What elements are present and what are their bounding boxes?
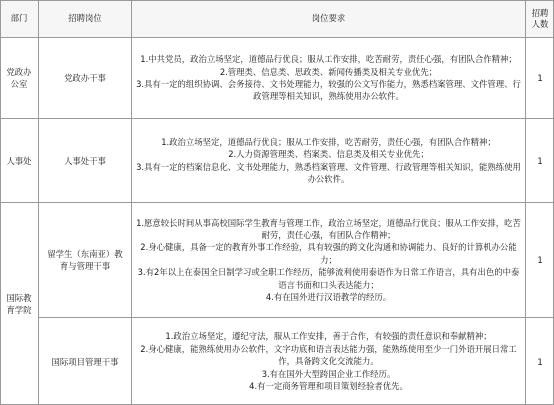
row1-count: 1: [537, 73, 543, 83]
grid-line-col2: [131, 0, 132, 405]
requirement-item: 1.愿意较长时间从事高校国际学生教育与管理工作，政治立场坚定，道德品行优良；服从工作安排，吃苦耐劳，责任心强，有团队合作精神；: [136, 217, 521, 240]
header-department: 部门: [10, 13, 28, 23]
row3-position: 留学生（东南亚）教 育与管理干事: [47, 249, 123, 271]
requirement-item: 3.有在国外大型跨国企业工作经历。: [261, 368, 396, 379]
grid-line-row1: [0, 118, 554, 119]
requirement-item: 3.具有一定的组织协调、会务接待、文书处理能力，较强的公文写作能力，熟悉档案管理、文件管理、行政管理等相关知识，熟练使用办公软件。: [136, 79, 521, 102]
row3-department: 国际教 育学院: [6, 293, 32, 315]
grid-line-col3: [525, 0, 526, 405]
requirement-item: 4.有在国外进行汉语教学的经历。: [265, 292, 392, 303]
requirement-item: 2.身心健康，能熟练使用办公软件，文字功底和语言表达能力强，能熟练使用至少一门外语开展日常工作，具备跨文化交流能力。: [140, 343, 517, 367]
header-count: 招聘 人数: [531, 7, 549, 29]
grid-line-row2: [0, 202, 554, 203]
row1-position: 党政办干事: [64, 73, 106, 83]
requirement-item: 3.具有一定的档案信息化、文书处理能力，熟悉档案管理、文件管理、行政管理等相关知识，能熟练使用办公软件。: [136, 161, 521, 184]
row1-department: 党政办 公室: [6, 67, 32, 89]
row4-requirements: [132, 318, 525, 405]
requirement-item: 1.中共党员，政治立场坚定，道德品行优良；服从工作安排，吃苦耐劳，责任心强，有团队合作精神；: [140, 54, 517, 65]
grid-line-top: [0, 0, 554, 1]
row1-requirements: [132, 38, 525, 118]
row3-requirements: [132, 203, 525, 317]
requirement-item: 2.管理类、信息类、思政类、新闻传播类及相关专业优先；: [219, 66, 438, 77]
requirement-item: 1.政治立场坚定，道德品行优良；服从工作安排，吃苦耐劳，责任心强，有团队合作精神；: [161, 136, 496, 147]
row2-position: 人事处干事: [64, 155, 106, 166]
row4-position: 国际项目管理干事: [51, 356, 119, 367]
requirement-item: 2.人力资源管理类、档案类、信息类及相关专业优先；: [228, 149, 429, 160]
row4-count: 1: [537, 356, 543, 367]
header-position: 招聘岗位: [68, 13, 102, 23]
requirement-item: 2.身心健康，具备一定的教育外事工作经验，具有较强的跨文化沟通和协调能力、良好的计算机办公能力；: [140, 242, 517, 265]
header-requirements: 岗位要求: [311, 13, 346, 23]
requirement-item: 4.有一定商务管理和项目策划经验者优先。: [249, 381, 408, 392]
row2-count: 1: [537, 155, 543, 166]
grid-line-left: [0, 0, 1, 405]
row2-department: 人事处: [6, 155, 32, 166]
requirement-item: 1.政治立场坚定，遵纪守法，服从工作安排，善于合作，有较强的责任意识和奉献精神；: [165, 331, 492, 342]
requirement-item: 3.有2年以上在泰国全日制学习或全职工作经历，能够流利使用泰语作为日常工作语言，具有出色的中泰语言书面和口头表达能力；: [137, 267, 520, 290]
row3-count: 1: [537, 255, 543, 265]
grid-line-header: [0, 37, 554, 38]
row2-requirements: [132, 119, 525, 202]
grid-line-row3: [38, 317, 554, 318]
grid-line-col1: [38, 0, 39, 405]
